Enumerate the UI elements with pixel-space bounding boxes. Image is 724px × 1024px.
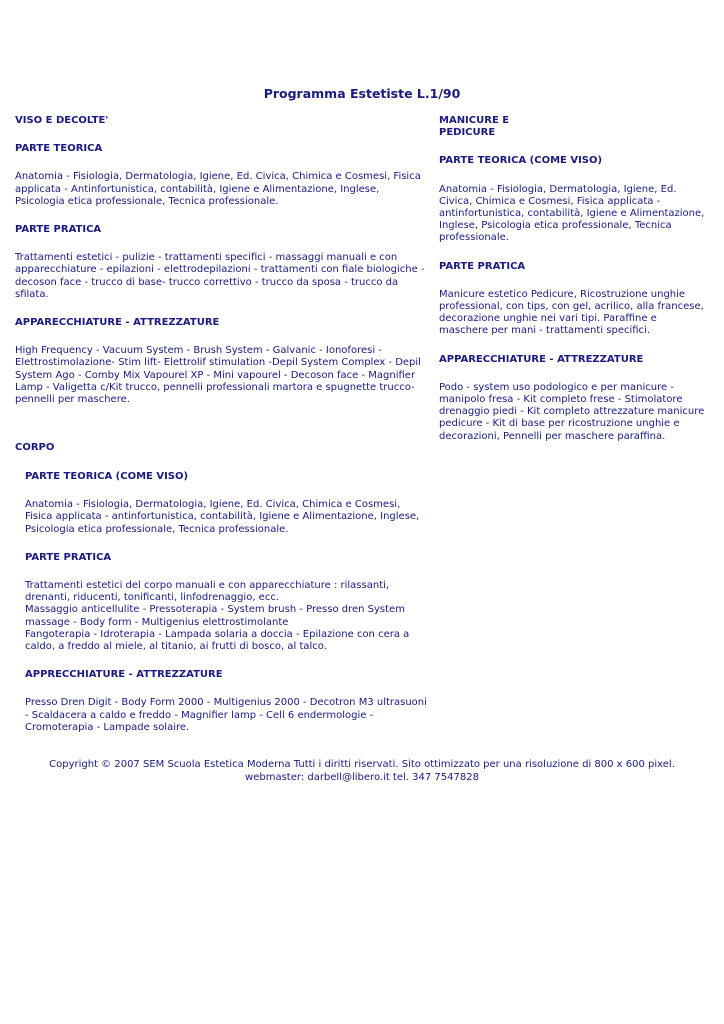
viso-teorica-heading: PARTE TEORICA	[15, 143, 103, 155]
manicure-teorica-text: Anatomia - Fisiologia, Dermatologia, Igiene, Ed. Civica, Chimica e Cosmesi, Fisica applicata - antinfortunistica, contabilità, Igiene e Alimentazione, Inglese, Psicologia etica professionale, Tecnica professionale.	[439, 183, 705, 244]
footer	[0, 759, 724, 784]
viso-pratica-text: Trattamenti estetici - pulizie - trattamenti specifici - massaggi manuali e con apparecchiature - epilazioni - elettrodepilazioni - trattamenti con fiale biologiche - decoson face - trucco di base- trucco correttivo - trucco da sposa - trucco da sfilata.	[15, 252, 425, 300]
manicure-section	[439, 115, 707, 443]
corpo-pratica-line1: Trattamenti estetici del corpo manuali e con apparecchiature : rilassanti, drenanti, riducenti, tonificanti, linfodrenaggio, ecc.	[25, 580, 390, 604]
viso-attrezzature-heading: APPARECCHIATURE - ATTREZZATURE	[15, 317, 220, 329]
manicure-pratica-heading: PARTE PRATICA	[439, 260, 526, 272]
corpo-teorica-text: Anatomia - Fisiologia, Dermatologia, Igiene, Ed. Civica, Chimica e Cosmesi, Fisica applicata - antinfortunistica, contabilità, Igiene e Alimentazione, Inglese, Psicologia etica professionale, Tecnica professionale.	[25, 499, 420, 535]
manicure-heading-line2: PEDICURE	[439, 127, 496, 139]
manicure-heading-line1: MANICURE E	[439, 115, 510, 126]
corpo-attrezzature-text: Presso Dren Digit - Body Form 2000 - Multigenius 2000 - Decotron M3 ultrasuoni - Scaldacera a caldo e freddo - Magnifier lamp - Cell 6 endermologie - Cromoterapia - Lampade solaire.	[25, 697, 427, 733]
page-title: Programma Estetiste L.1/90	[263, 86, 461, 101]
viso-teorica-text: Anatomia - Fisiologia, Dermatologia, Igiene, Ed. Civica, Chimica e Cosmesi, Fisica applicata - Antinfortunistica, contabilità, Igiene e Alimentazione, Inglese, Psicologia etica professionale, Tecnica professionale.	[15, 171, 421, 207]
corpo-attrezzature-heading: APPRECCHIATURE - ATTREZZATURE	[25, 669, 223, 681]
viso-heading: VISO E DECOLTE'	[15, 115, 109, 126]
viso-section	[15, 115, 430, 406]
manicure-attrezzature-text: Podo - system uso podologico e per manicure - manipolo fresa - Kit completo frese - Stimolatore drenaggio piedi - Kit completo attrezzature manicure pedicure - Kit di base per ricostruzione unghie e decorazioni, Pennelli per maschere paraffina.	[439, 381, 705, 442]
viso-attrezzature-text: High Frequency - Vacuum System - Brush System - Galvanic - Ionoforesi - Elettrostimolazione- Stim lift- Elettrolif stimulation -Depil System Complex - Depil System Ago - Comby Mix Vapourel XP - Mini vapourel - Decoson face - Magnifier Lamp - Valigetta c/Kit trucco, pennelli professionali martora e spugnette trucco-pennelli per maschere.	[15, 345, 421, 406]
corpo-pratica-line2: Massaggio anticellulite - Pressoterapia - System brush - Presso dren System massage - Body form - Multigenius elettrostimolante	[25, 604, 405, 628]
corpo-teorica-heading: PARTE TEORICA (COME VISO)	[25, 471, 189, 482]
corpo-heading: CORPO	[15, 442, 55, 453]
footer-copyright: Copyright © 2007 SEM Scuola Estetica Moderna Tutti i diritti riservati. Sito ottimizzato per una risoluzione di 800 x 600 pixel.	[49, 759, 675, 770]
footer-webmaster: webmaster: darbell@libero.it tel. 347 7547828	[245, 771, 479, 783]
manicure-teorica-heading: PARTE TEORICA (COME VISO)	[439, 155, 603, 167]
manicure-attrezzature-heading: APPARECCHIATURE - ATTREZZATURE	[439, 353, 644, 365]
manicure-pratica-text: Manicure estetico Pedicure, Ricostruzione unghie professional, con tips, con gel, acrilico, alla francese, decorazione unghie nei vari tipi. Paraffine e maschere per mani - trattamenti specifici.	[439, 288, 704, 337]
viso-pratica-heading: PARTE PRATICA	[15, 224, 102, 236]
corpo-pratica-heading: PARTE PRATICA	[25, 551, 112, 563]
corpo-pratica-line3: Fangoterapia - Idroterapia - Lampada solaria a doccia - Epilazione con cera a caldo, a freddo al miele, al titanio, ai frutti di bosco, al talco.	[25, 628, 410, 653]
corpo-section	[25, 471, 430, 734]
